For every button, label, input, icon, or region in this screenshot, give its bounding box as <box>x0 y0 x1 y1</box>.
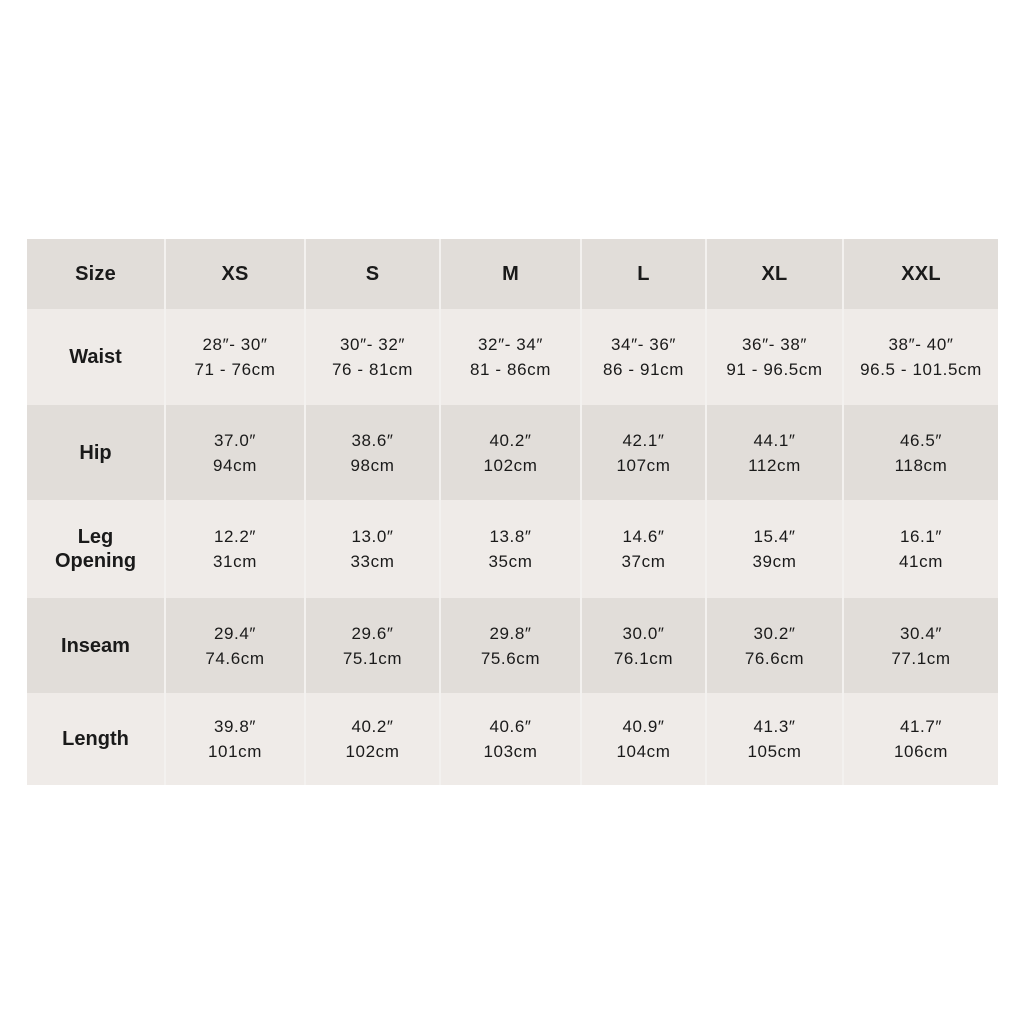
cell-cm: 104cm <box>616 742 671 761</box>
header-xs: XS <box>165 239 305 309</box>
cell-inches: 30.2″ <box>753 623 796 643</box>
table-cell <box>843 309 998 405</box>
header-size: Size <box>27 239 165 309</box>
table-cell <box>843 405 998 500</box>
cell-inches: 44.1″ <box>753 430 796 450</box>
table-cell <box>165 500 305 598</box>
cell-cm: 31cm <box>213 552 257 571</box>
row-label-line: Opening <box>54 550 137 572</box>
header-m: M <box>440 239 581 309</box>
table-cell <box>305 309 440 405</box>
cell-cm: 76.6cm <box>744 648 805 668</box>
cell-cm: 81 - 86cm <box>470 360 551 379</box>
table-cell <box>706 309 843 405</box>
cell-cm: 102cm <box>483 455 538 475</box>
table-cell <box>581 500 706 598</box>
table-cell <box>305 405 440 500</box>
row-label-waist: Waist <box>27 309 165 405</box>
cell-inches: 38.6″ <box>351 430 394 450</box>
row-label-length: Length <box>27 693 165 785</box>
cell-inches: 42.1″ <box>622 430 665 450</box>
cell-cm: 94cm <box>213 455 257 475</box>
cell-cm: 77.1cm <box>891 648 951 668</box>
table-cell <box>440 693 581 785</box>
cell-cm: 76.1cm <box>613 648 674 668</box>
table-cell <box>843 693 998 785</box>
cell-inches: 36″- 38″ <box>741 335 808 354</box>
cell-cm: 106cm <box>893 742 949 761</box>
header-row <box>27 239 998 309</box>
cell-cm: 112cm <box>748 455 801 475</box>
cell-cm: 101cm <box>207 742 263 761</box>
row-label-line: Leg <box>77 526 114 548</box>
cell-inches: 32″- 34″ <box>477 335 544 354</box>
cell-inches: 29.4″ <box>213 623 257 643</box>
cell-inches: 13.0″ <box>351 527 394 546</box>
cell-cm: 37cm <box>621 552 666 571</box>
cell-cm: 75.6cm <box>480 648 541 668</box>
row-label-inseam: Inseam <box>27 598 165 693</box>
cell-inches: 39.8″ <box>213 717 257 736</box>
cell-cm: 33cm <box>350 552 395 571</box>
cell-inches: 29.6″ <box>351 623 394 643</box>
table-cell <box>440 309 581 405</box>
cell-cm: 118cm <box>894 455 948 475</box>
header-xl: XL <box>706 239 843 309</box>
cell-cm: 91 - 96.5cm <box>726 360 823 379</box>
cell-cm: 102cm <box>345 742 400 761</box>
cell-cm: 105cm <box>747 742 802 761</box>
table-cell <box>440 500 581 598</box>
cell-inches: 14.6″ <box>622 527 665 546</box>
cell-cm: 86 - 91cm <box>603 360 684 379</box>
cell-inches: 38″- 40″ <box>888 335 954 354</box>
table-cell <box>165 693 305 785</box>
cell-cm: 75.1cm <box>342 648 403 668</box>
cell-cm: 103cm <box>483 742 538 761</box>
cell-inches: 40.2″ <box>351 717 394 736</box>
cell-inches: 40.2″ <box>489 430 532 450</box>
table-cell <box>581 598 706 693</box>
cell-cm: 107cm <box>616 455 671 475</box>
table-cell <box>165 598 305 693</box>
cell-inches: 16.1″ <box>899 527 943 546</box>
table-cell <box>706 598 843 693</box>
cell-cm: 74.6cm <box>205 648 265 668</box>
table-row-leg-opening <box>27 500 998 598</box>
table-cell <box>440 598 581 693</box>
cell-inches: 12.2″ <box>213 527 257 546</box>
cell-inches: 28″- 30″ <box>202 335 268 354</box>
cell-inches: 29.8″ <box>489 623 532 643</box>
cell-inches: 34″- 36″ <box>610 335 677 354</box>
cell-inches: 41.3″ <box>753 717 796 736</box>
table-cell <box>165 309 305 405</box>
table-cell <box>440 405 581 500</box>
row-label-hip: Hip <box>27 405 165 500</box>
table-row-waist <box>27 309 998 405</box>
cell-cm: 76 - 81cm <box>332 360 413 379</box>
cell-cm: 98cm <box>350 455 395 475</box>
cell-inches: 40.6″ <box>489 717 532 736</box>
header-xxl: XXL <box>843 239 998 309</box>
table-cell <box>165 405 305 500</box>
table-cell <box>581 405 706 500</box>
cell-inches: 46.5″ <box>899 430 943 450</box>
table-cell <box>305 598 440 693</box>
cell-cm: 39cm <box>752 552 797 571</box>
cell-cm: 35cm <box>488 552 533 571</box>
cell-inches: 15.4″ <box>753 527 796 546</box>
table-cell <box>305 693 440 785</box>
cell-inches: 30.0″ <box>622 623 665 643</box>
cell-cm: 71 - 76cm <box>194 360 276 379</box>
header-s: S <box>305 239 440 309</box>
table-cell <box>843 598 998 693</box>
table-row-inseam <box>27 598 998 693</box>
table-cell <box>706 500 843 598</box>
cell-cm: 96.5 - 101.5cm <box>860 360 982 379</box>
cell-inches: 41.7″ <box>899 717 943 736</box>
cell-inches: 30.4″ <box>899 623 943 643</box>
table-cell <box>305 500 440 598</box>
row-label-leg-opening <box>27 500 165 598</box>
cell-cm: 41cm <box>899 552 943 571</box>
table-cell <box>706 405 843 500</box>
cell-inches: 40.9″ <box>622 717 665 736</box>
cell-inches: 30″- 32″ <box>339 335 406 354</box>
size-chart-table <box>27 239 998 785</box>
table-row-hip <box>27 405 998 500</box>
table-row-length <box>27 693 998 785</box>
table-cell <box>706 693 843 785</box>
cell-inches: 13.8″ <box>489 527 532 546</box>
header-l: L <box>581 239 706 309</box>
table-cell <box>581 309 706 405</box>
table-cell <box>843 500 998 598</box>
table-cell <box>581 693 706 785</box>
cell-inches: 37.0″ <box>213 430 257 450</box>
